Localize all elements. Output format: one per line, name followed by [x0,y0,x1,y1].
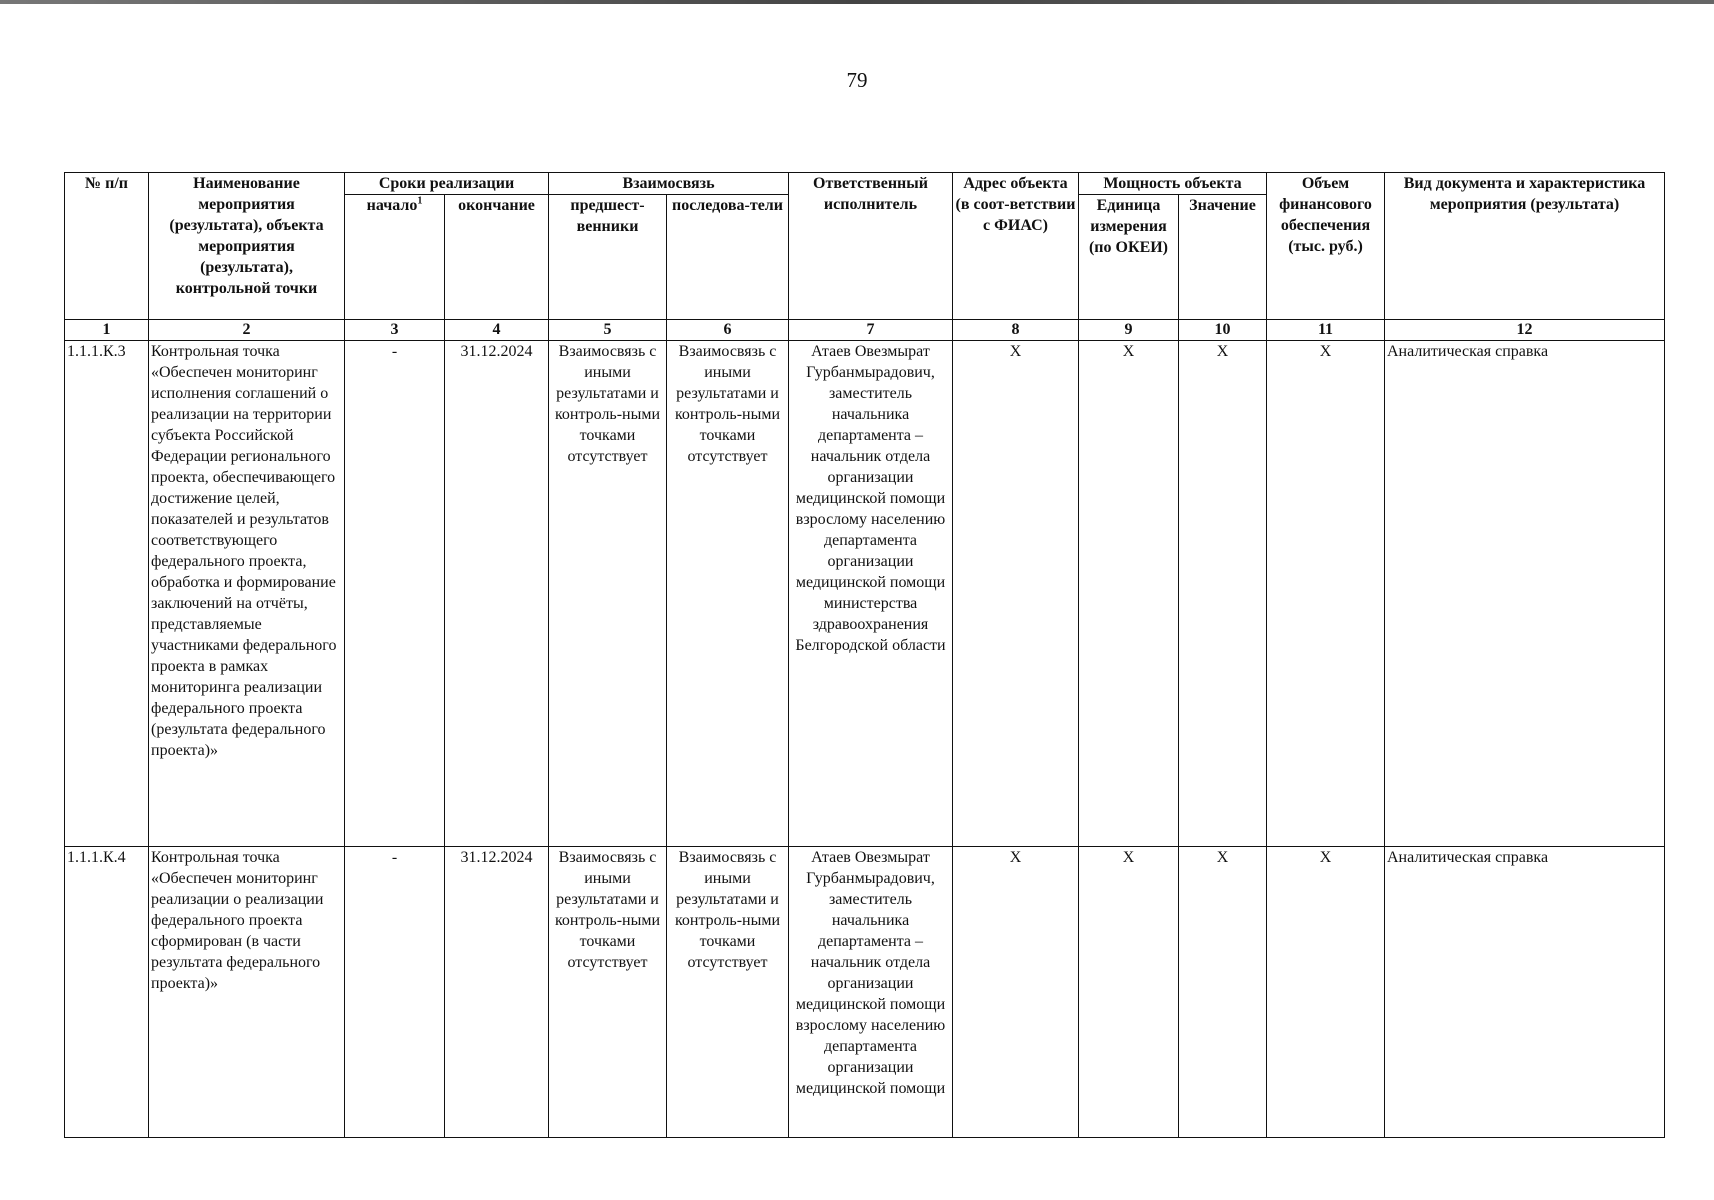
row-predecessors: Взаимосвязь с иными результатами и контроль-ными точками отсутствует [549,341,667,847]
row-unit: X [1079,341,1179,847]
table-row [65,847,1665,1138]
row-address: X [953,847,1079,1138]
column-number: 5 [549,320,667,341]
header-capacity: Мощность объекта [1079,173,1267,195]
column-number: 2 [149,320,345,341]
row-end: 31.12.2024 [445,341,549,847]
row-value: X [1179,847,1267,1138]
row-finance: X [1267,847,1385,1138]
column-number: 1 [65,320,149,341]
header-end: окончание [445,195,549,320]
header-start: начало$^1$ [345,195,445,320]
scan-edge [0,0,1714,4]
row-unit: X [1079,847,1179,1138]
column-number: 12 [1385,320,1665,341]
column-number: 10 [1179,320,1267,341]
header-value: Значение [1179,195,1267,320]
row-name: Контрольная точка «Обеспечен мониторинг исполнения соглашений о реализации на территории субъекта Российской Федерации регионального проекта, обеспечивающего достижение целей, показателей и результатов соответствующего федерального проекта, обработка и формирование заключений на отчёты, представляемые участниками федерального проекта в рамках мониторинга реализации федерального проекта (результата федерального проекта)» [149,341,345,847]
row-doc-type: Аналитическая справка [1385,847,1665,1138]
row-name: Контрольная точка «Обеспечен мониторинг реализации о реализации федерального проекта сформирован (в части результата федерального проекта)» [149,847,345,1138]
footnote-mark: 1 [417,195,423,207]
column-number: 7 [789,320,953,341]
column-number: 3 [345,320,445,341]
column-number: 11 [1267,320,1385,341]
row-number: 1.1.1.К.3 [65,341,149,847]
row-predecessors: Взаимосвязь с иными результатами и контроль-ными точками отсутствует [549,847,667,1138]
header-predecessors: предшест-венники [549,195,667,320]
header-responsible: Ответственный исполнитель [789,173,953,320]
row-doc-type: Аналитическая справка [1385,341,1665,847]
row-start: - [345,847,445,1138]
header-address: Адрес объекта (в соот-ветствии с ФИАС) [953,173,1079,320]
column-number: 9 [1079,320,1179,341]
header-finance: Объем финансового обеспечения (тыс. руб.) [1267,173,1385,320]
column-number: 6 [667,320,789,341]
page-number: 79 [846,68,868,92]
column-number: 4 [445,320,549,341]
row-finance: X [1267,341,1385,847]
row-responsible: Атаев Овезмырат Гурбанмырадович, заместитель начальника департамента – начальник отдела организации медицинской помощи взрослому населению департамента организации медицинской помощи [789,847,953,1138]
table-row [65,341,1665,847]
row-successors: Взаимосвязь с иными результатами и контроль-ными точками отсутствует [667,341,789,847]
plan-table [64,172,1665,1138]
header-unit: Единица измерения (по ОКЕИ) [1079,195,1179,320]
row-address: X [953,341,1079,847]
row-start: - [345,341,445,847]
row-successors: Взаимосвязь с иными результатами и контроль-ными точками отсутствует [667,847,789,1138]
header-doc-type: Вид документа и характеристика мероприятия (результата) [1385,173,1665,320]
row-end: 31.12.2024 [445,847,549,1138]
column-number: 8 [953,320,1079,341]
row-responsible: Атаев Овезмырат Гурбанмырадович, заместитель начальника департамента – начальник отдела организации медицинской помощи взрослому населению департамента организации медицинской помощи министерства здравоохранения Белгородской области [789,341,953,847]
header-num: № п/п [65,173,149,320]
row-number: 1.1.1.К.4 [65,847,149,1138]
header-successors: последова-тели [667,195,789,320]
header-terms: Сроки реализации [345,173,549,195]
header-relation: Взаимосвязь [549,173,789,195]
row-value: X [1179,341,1267,847]
header-name: Наименование мероприятия (результата), объекта мероприятия (результата), контрольной точки [149,173,345,320]
